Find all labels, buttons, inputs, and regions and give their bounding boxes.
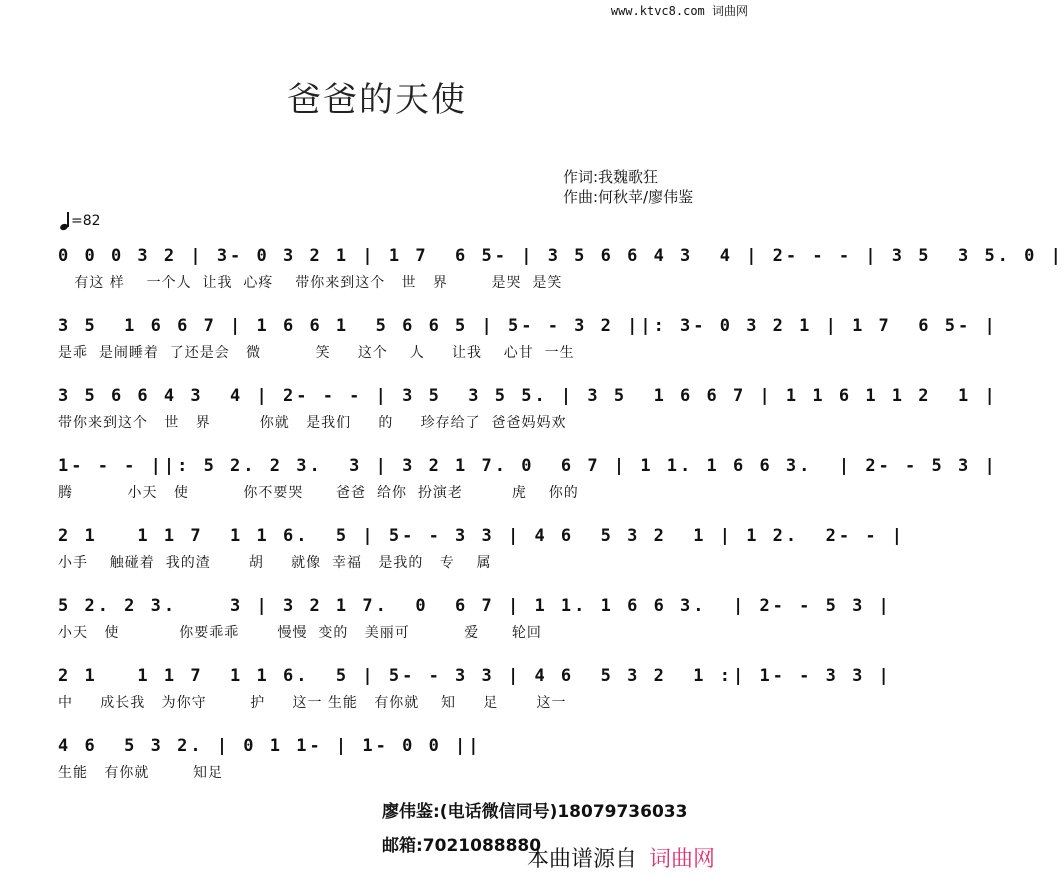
- notation-line: 1- - - ||: 5 2. 2 3. 3 | 3 2 1 7. 0 6 7 | 1 1. 1 6 6 3. | 2- - 5 3 |: [58, 456, 998, 476]
- lyric-line: 中 成长我 为你守 护 这一 生能 有你就 知 足 这一: [58, 695, 567, 711]
- notation-line: 5 2. 2 3. 3 | 3 2 1 7. 0 6 7 | 1 1. 1 6 6 3. | 2- - 5 3 |: [58, 596, 892, 616]
- contact-phone: 廖伟鉴:(电话微信同号)18079736033: [382, 802, 688, 822]
- lyric-line: 是乖 是闹睡着 了还是会 微 笑 这个 人 让我 心甘 一生: [58, 345, 575, 361]
- lyric-line: 小天 使 你要乖乖 慢慢 变的 美丽可 爱 轮回: [58, 625, 542, 641]
- notation-line: 0 0 0 3 2 | 3- 0 3 2 1 | 1 7 6 5- | 3 5 6 6 4 3 4 | 2- - - | 3 5 3 5. 0 |: [58, 246, 1064, 266]
- tempo-value: =82: [71, 213, 101, 229]
- credits: [563, 167, 693, 207]
- quarter-note-icon: [60, 212, 70, 230]
- lyric-line: 带你来到这个 世 界 你就 是我们 的 珍存给了 爸爸妈妈欢: [58, 415, 567, 431]
- lyricist-credit: 作词:我魏歌狂: [563, 168, 659, 186]
- notation-line: 2 1 1 1 7 1 1 6. 5 | 5- - 3 3 | 4 6 5 3 2 1 :| 1- - 3 3 |: [58, 666, 892, 686]
- site-watermark: www.ktvc8.com 词曲网: [610, 4, 748, 18]
- contact-email: 邮箱:7021088880: [382, 836, 542, 856]
- tempo-marking: [60, 212, 101, 230]
- notation-line: 2 1 1 1 7 1 1 6. 5 | 5- - 3 3 | 4 6 5 3 2 1 | 1 2. 2- - |: [58, 526, 906, 546]
- lyric-line: 有这 样 一个人 让我 心疼 带你来到这个 世 界 是哭 是笑: [58, 275, 563, 291]
- lyric-line: 生能 有你就 知足: [58, 765, 223, 781]
- notation-line: 3 5 1 6 6 7 | 1 6 6 1 5 6 6 5 | 5- - 3 2 ||: 3- 0 3 2 1 | 1 7 6 5- |: [58, 316, 998, 336]
- lyric-line: 小手 触碰着 我的渣 胡 就像 幸福 是我的 专 属: [58, 555, 492, 571]
- song-title: 爸爸的天使: [287, 80, 467, 120]
- footer-source-text: 本曲谱源自: [527, 847, 638, 872]
- notation-line: 3 5 6 6 4 3 4 | 2- - - | 3 5 3 5 5. | 3 5 1 6 6 7 | 1 1 6 1 1 2 1 |: [58, 386, 998, 406]
- footer-site-logo: 词曲网: [649, 847, 716, 872]
- composer-credit: 作曲:何秋苹/廖伟鉴: [563, 188, 694, 206]
- notation-line: 4 6 5 3 2. | 0 1 1- | 1- 0 0 ||: [58, 736, 482, 756]
- footer-source: [527, 842, 715, 873]
- lyric-line: 腾 小天 使 你不要哭 爸爸 给你 扮演老 虎 你的: [58, 485, 579, 501]
